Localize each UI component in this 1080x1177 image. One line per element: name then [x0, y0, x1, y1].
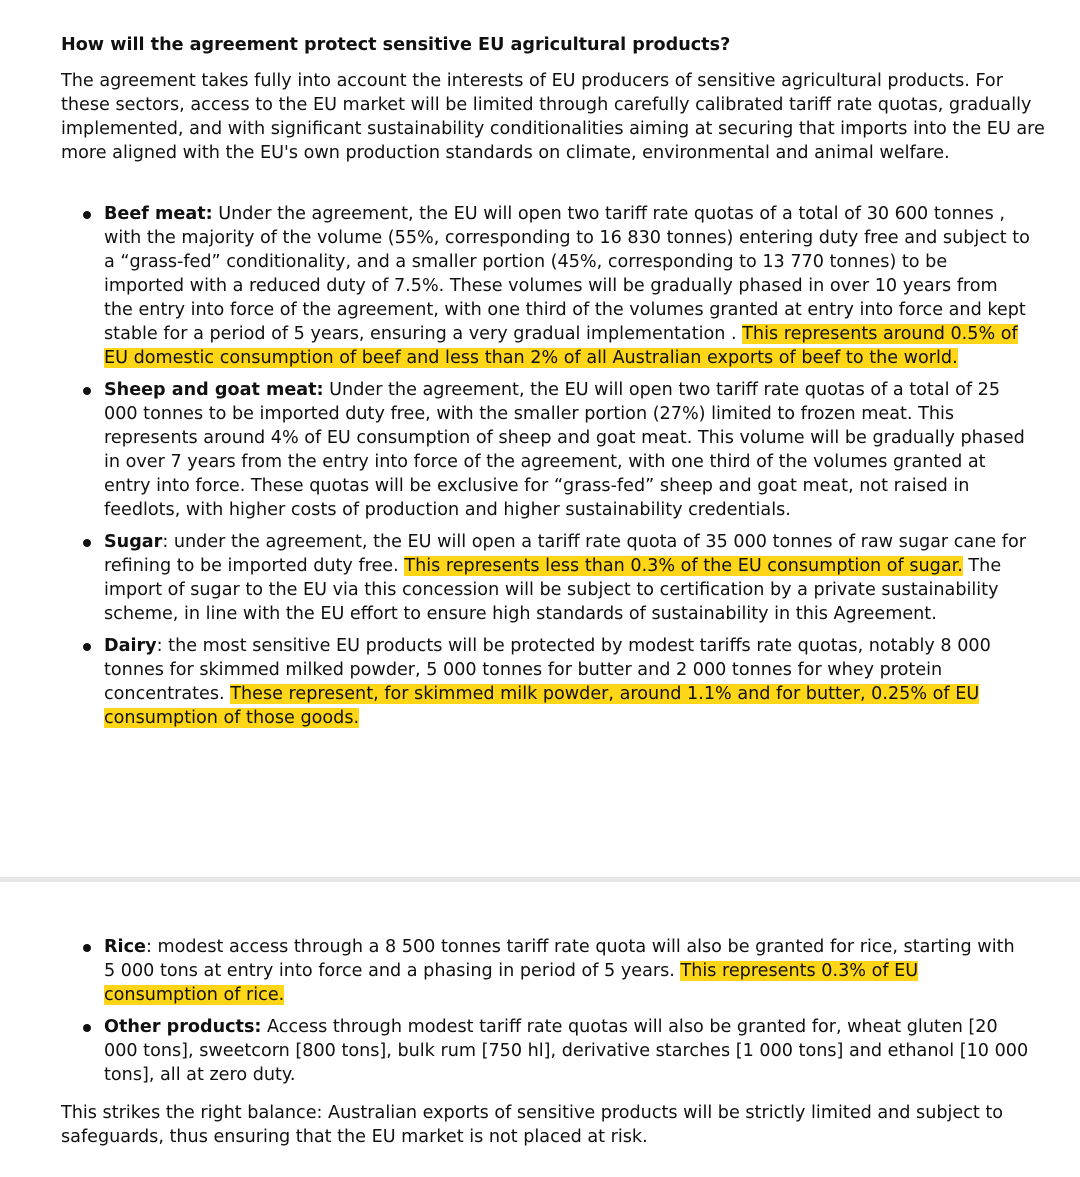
highlighted-text: This represents 0.3% of EU consumption of rice. [104, 961, 919, 1005]
item-text: : the most sensitive EU products will be protected by modest tariffs rate quotas, notably 8 000 tonnes for skimmed milked powder, 5 000 tonnes for butter and 2 000 tonnes for whey protein concentrates. [104, 636, 991, 704]
item-text: : under the agreement, the EU will open a tariff rate quota of 35 000 tonnes of raw sugar cane for refining to be imported duty free. [104, 532, 1026, 576]
product-list-continued [0, 935, 1080, 1087]
highlighted-text: This represents around 0.5% of EU domestic consumption of beef and less than 2% of all Australian exports of beef to the world. [104, 324, 1018, 368]
list-item-beef [0, 202, 1080, 370]
item-text: Under the agreement, the EU will open two tariff rate quotas of a total of 30 600 tonnes , with the majority of the volume (55%, corresponding to 16 830 tonnes) entering duty free and subject to a “grass-fed” conditionality, and a smaller portion (45%, corresponding to 13 770 tonnes) to be imported with a reduced duty of 7.5%. These volumes will be gradually phased in over 10 years from the entry into force of the agreement, with one third of the volumes granted at entry into force and kept stable for a period of 5 years, ensuring a very gradual implementation . [104, 204, 1030, 344]
item-label: Other products: [104, 1017, 262, 1037]
item-label: Rice [104, 937, 146, 957]
list-item-dairy [0, 634, 1080, 730]
list-item-sheep-goat [0, 378, 1080, 522]
intro-paragraph: The agreement takes fully into account the interests of EU producers of sensitive agricultural products. For these sectors, access to the EU market will be limited through carefully calibrated tariff rate quotas, gradually implemented, and with significant sustainability conditionalities aiming at securing that imports into the EU are more aligned with the EU's own production standards on climate, environmental and animal welfare. [61, 71, 1045, 163]
item-label: Sugar [104, 532, 163, 552]
product-list [0, 202, 1080, 730]
item-text-after: The import of sugar to the EU via this concession will be subject to certification by a private sustainability scheme, in line with the EU effort to ensure high standards of sustainability in this Agreement. [104, 556, 1002, 624]
item-text: : modest access through a 8 500 tonnes tariff rate quota will also be granted for rice, starting with 5 000 tons at entry into force and a phasing in period of 5 years. [104, 937, 1015, 981]
item-label: Sheep and goat meat: [104, 380, 324, 400]
item-text: Access through modest tariff rate quotas will also be granted for, wheat gluten [20 000 tons], sweetcorn [800 tons], bulk rum [750 hl], derivative starches [1 000 tons] and ethanol [10 000 tons], all at zero duty. [104, 1017, 1029, 1085]
item-label: Dairy [104, 636, 157, 656]
section-heading: How will the agreement protect sensitive EU agricultural products? [61, 35, 731, 55]
item-text: Under the agreement, the EU will open two tariff rate quotas of a total of 25 000 tonnes to be imported duty free, with the smaller portion (27%) limited to frozen meat. This represents around 4% of EU consumption of sheep and goat meat. This volume will be gradually phased in over 7 years from the entry into force of the agreement, with one third of the volumes granted at entry into force. These quotas will be exclusive for “grass-fed” sheep and goat meat, not raised in feedlots, with higher costs of production and higher sustainability credentials. [104, 380, 1025, 520]
highlighted-text: These represent, for skimmed milk powder, around 1.1% and for butter, 0.25% of EU consumption of those goods. [104, 684, 980, 728]
highlighted-text: This represents less than 0.3% of the EU consumption of sugar. [404, 556, 963, 576]
list-item-sugar [0, 530, 1080, 626]
page-divider [0, 877, 1080, 882]
list-item-rice [0, 935, 1080, 1007]
item-label: Beef meat: [104, 204, 213, 224]
list-item-other-products [0, 1015, 1080, 1087]
closing-paragraph: This strikes the right balance: Australian exports of sensitive products will be strictly limited and subject to safeguards, thus ensuring that the EU market is not placed at risk. [61, 1103, 1004, 1147]
